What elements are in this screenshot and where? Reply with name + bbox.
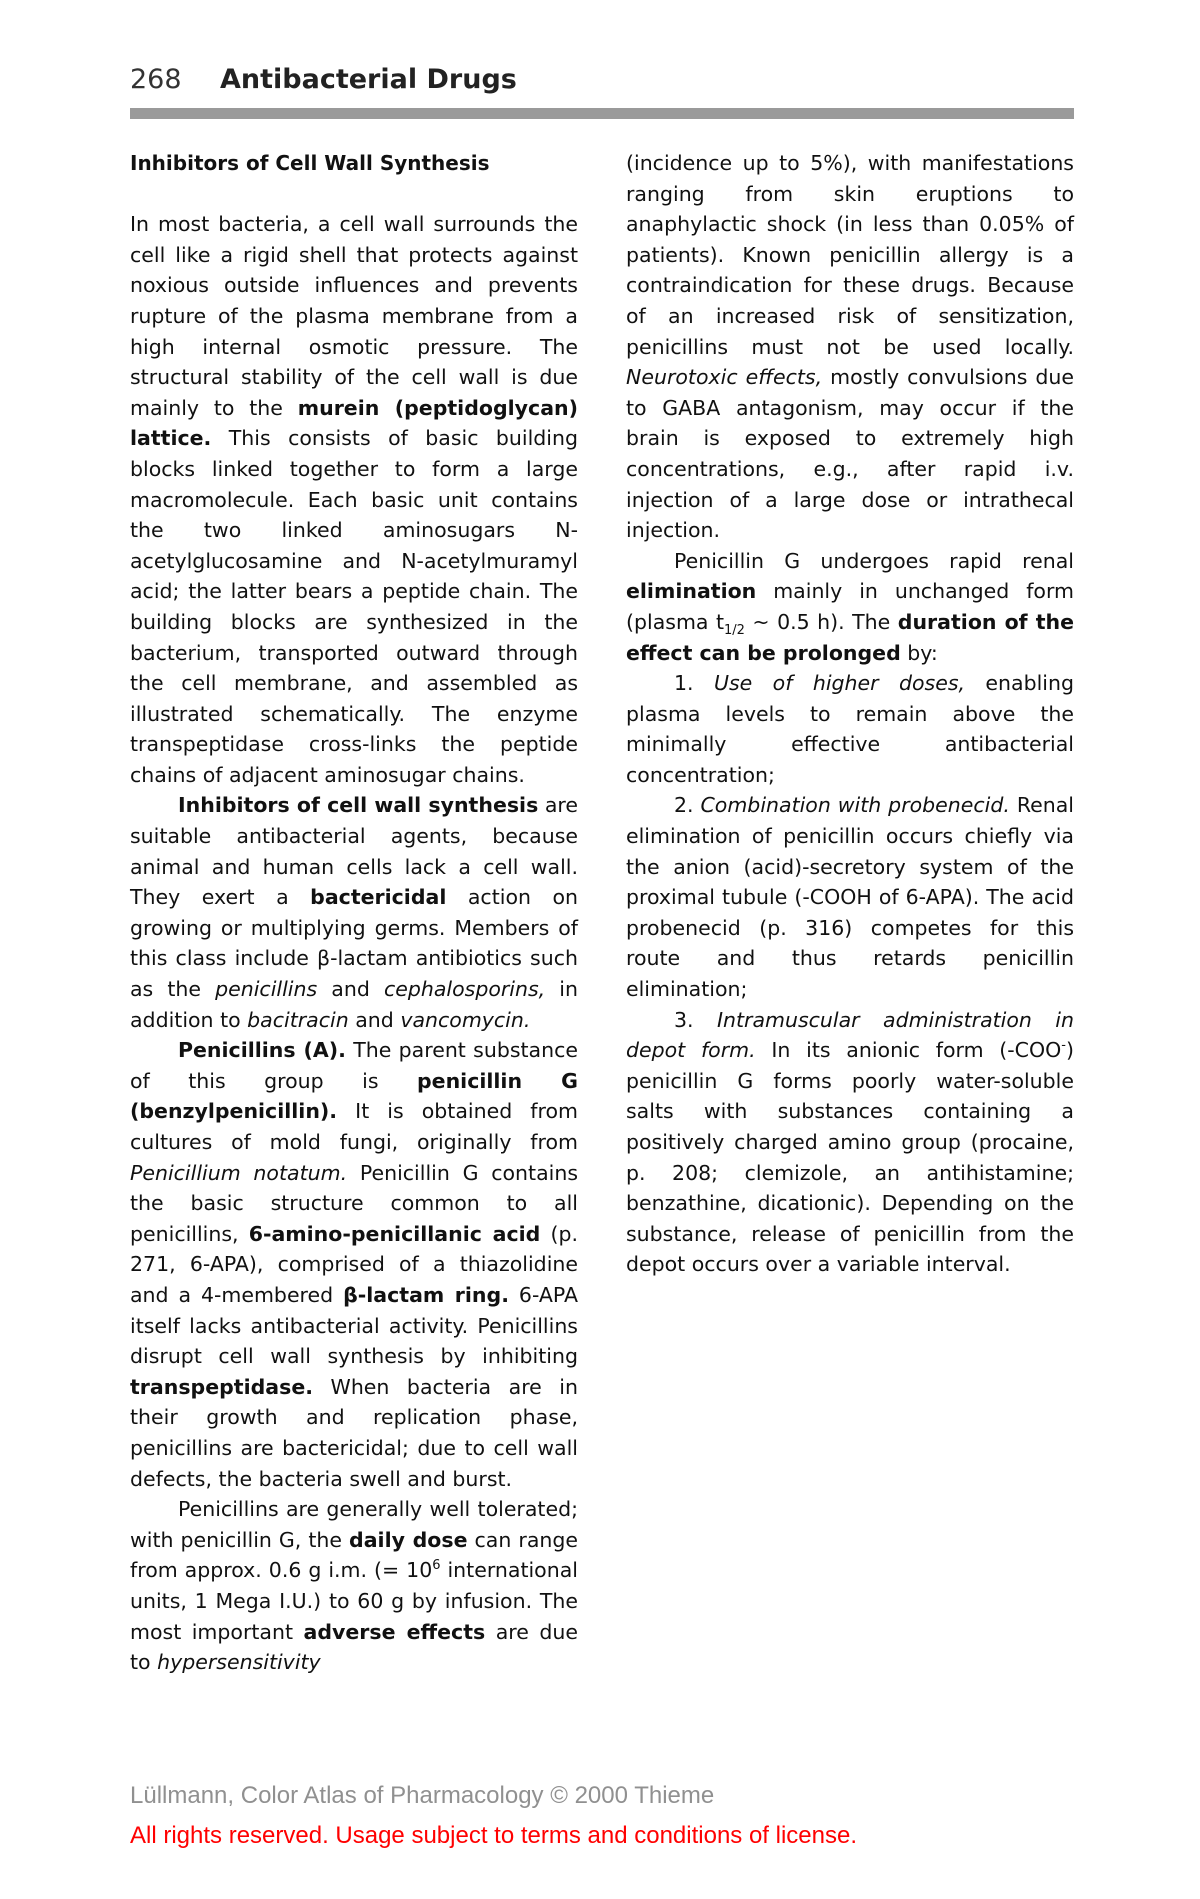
paragraph-cell-wall-intro: In most bacteria, a cell wall surrounds the cell like a rigid shell that protects against noxious outside influences and prevents rupture of the plasma membrane from a high internal osmotic pressure. The structural stability of the cell wall is due mainly to the murein (peptidoglycan) lattice. This consists of basic building blocks linked together to form a large macromolecule. Each basic unit contains the two linked aminosugars N-acetylglucosamine and N-acetylmuramyl acid; the latter bears a peptide chain. The building blocks are synthesized in the bacterium, transported outward through the cell membrane, and assembled as illustrated schematically. The enzyme transpeptidase cross-links the peptide chains of adjacent aminosugar chains. bbox=[130, 212, 578, 787]
paragraph-tolerance: Penicillins are generally well tolerated; with penicillin G, the daily dose can range from approx. 0.6 g i.m. (= $10^6$ international units, 1 Mega I.U.) to 60 g by infusion. The most important adverse effects are due to hypersensitivity bbox=[130, 1497, 579, 1675]
paragraph-penicillins: Penicillins (A). The parent substance of this group is penicillin G (benzylpenicillin). It is obtained from cultures of mold fungi, originally from Penicillium notatum. Penicillin G contains the basic structure common to all penicillins, 6-amino-penicillanic acid (p. 271, 6-APA), comprised of a thiazolidine and a 4-membered β-lactam ring. 6-APA itself lacks antibacterial activity. Penicillins disrupt cell wall synthesis by inhibiting transpeptidase. When bacteria are in their growth and replication phase, penicillins are bactericidal; due to cell wall defects, the bacteria swell and burst. bbox=[130, 1038, 578, 1491]
right-column bbox=[626, 148, 1074, 1280]
header-rule bbox=[130, 108, 1074, 119]
list-item-depot-form: 3. Intramuscular administration in depot form. In its anionic form (-COO-) penicillin G forms poorly water-soluble salts with substances containing a positively charged amino group (procaine, p. 208; clemizole, an antihistamine; benzathine, dicationic). Depending on the substance, release of penicillin from the depot occurs over a variable interval. bbox=[626, 1007, 1074, 1277]
section-heading: Inhibitors of Cell Wall Synthesis bbox=[130, 151, 490, 175]
paragraph-elimination: Penicillin G undergoes rapid renal elimination mainly in unchanged form (plasma $t_{1/2}$ ~ 0.5 h). The duration of the effect can be prolonged by: bbox=[626, 548, 1075, 665]
list-item-higher-doses: 1. Use of higher doses, enabling plasma levels to remain above the minimally effective antibacterial concentration; bbox=[626, 671, 1074, 787]
page-header bbox=[130, 64, 1074, 104]
page-number: 268 bbox=[130, 64, 182, 95]
footer-credit: Lüllmann, Color Atlas of Pharmacology © 2000 Thieme bbox=[130, 1782, 715, 1809]
footer-rights: All rights reserved. Usage subject to terms and conditions of license. bbox=[130, 1822, 858, 1849]
paragraph-adverse-effects: (incidence up to 5%), with manifestations ranging from skin eruptions to anaphylactic shock (in less than 0.05% of patients). Known penicillin allergy is a contraindication for these drugs. Because of an increased risk of sensitization, penicillins must not be used locally. Neurotoxic effects, mostly convulsions due to GABA antagonism, may occur if the brain is exposed to extremely high concentrations, e.g., after rapid i.v. injection of a large dose or intrathecal injection. bbox=[626, 151, 1074, 543]
left-column bbox=[130, 148, 578, 1678]
paragraph-inhibitors: Inhibitors of cell wall synthesis are suitable antibacterial agents, because animal and human cells lack a cell wall. They exert a bactericidal action on growing or multiplying germs. Members of this class include β-lactam antibiotics such as the penicillins and cephalosporins, in addition to bacitracin and vancomycin. bbox=[130, 793, 579, 1032]
running-title: Antibacterial Drugs bbox=[220, 64, 517, 95]
list-item-probenecid: 2. Combination with probenecid. Renal elimination of penicillin occurs chiefly via the anion (acid)-secretory system of the proximal tubule (-COOH of 6-APA). The acid probenecid (p. 316) competes for this route and thus retards penicillin elimination; bbox=[626, 793, 1074, 1002]
